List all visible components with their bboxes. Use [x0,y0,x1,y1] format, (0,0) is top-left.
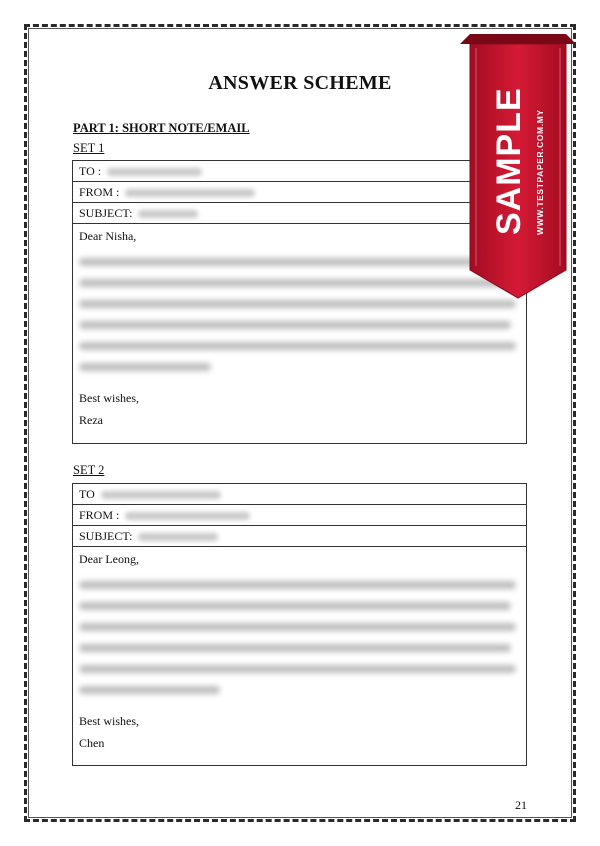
closing: Best wishes, [79,391,139,405]
redacted-from-value [125,189,255,197]
closing-block [79,387,520,431]
part-heading: PART 1: SHORT NOTE/EMAIL [73,121,250,135]
email-box-set-2 [72,483,527,766]
closing: Best wishes, [79,714,139,728]
redacted-subject-value [138,533,218,541]
page-title: ANSWER SCHEME [208,72,392,94]
sample-text: SAMPLE [490,87,528,235]
to-label: TO : [79,164,102,178]
from-label: FROM : [79,508,120,522]
to-row [73,484,526,505]
signature: Chen [79,736,105,750]
sample-ribbon-watermark [458,30,578,300]
greeting: Dear Nisha, [79,229,137,243]
redacted-to-value [107,168,202,176]
redacted-from-value [125,512,250,520]
from-label: FROM : [79,185,120,199]
signature: Reza [79,413,103,427]
to-label: TO [79,487,95,501]
sample-site-text: WWW.TESTPAPER.COM.MY [535,109,545,235]
redacted-body-text [79,258,520,371]
redacted-to-value [101,491,221,499]
subject-row [73,526,526,547]
subject-label: SUBJECT: [79,529,133,543]
set-2-label: SET 2 [73,463,105,477]
redacted-body-text [79,581,520,694]
greeting: Dear Leong, [79,552,139,566]
subject-label: SUBJECT: [79,206,133,220]
from-row [73,505,526,526]
set-1-label: SET 1 [73,141,105,155]
email-body [73,547,526,754]
closing-block [79,710,520,754]
page-number: 21 [515,798,527,812]
redacted-subject-value [138,210,198,218]
